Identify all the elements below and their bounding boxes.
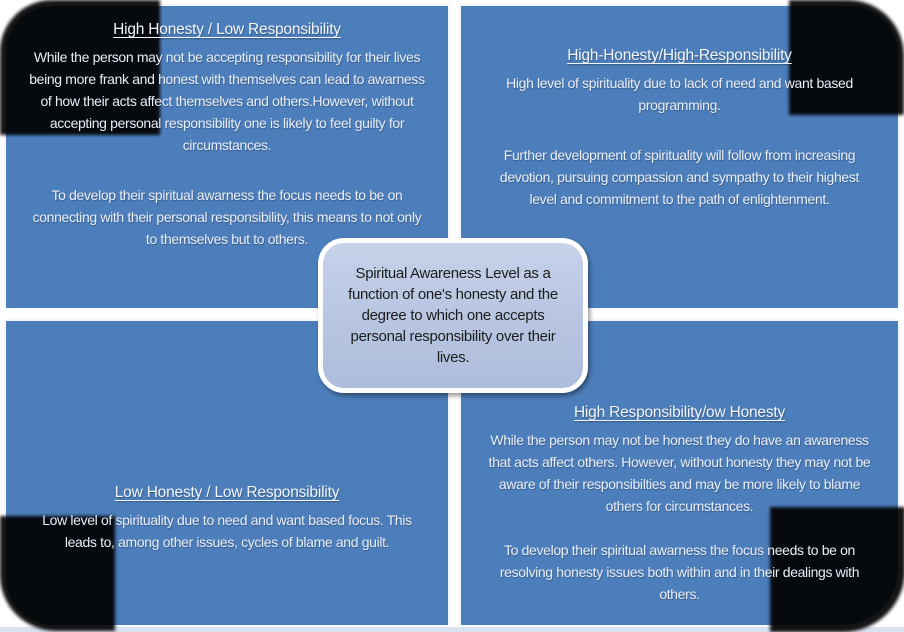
quadrant-title: Low Honesty / Low Responsibility — [114, 484, 340, 501]
center-callout — [318, 238, 588, 393]
quadrant-paragraph: To develop their spiritual awarness the focus needs to be on connecting with their personal responsibility, this means to not only to themselves but to others. — [32, 187, 422, 247]
quadrant-title: High-Honesty/High-Responsibility — [567, 47, 792, 64]
quadrant-paragraph: To develop their spiritual awarness the focus needs to be on resolving honesty issues both within and in their dealings with others. — [499, 542, 860, 602]
bottom-border-strip — [0, 627, 904, 632]
quadrant-paragraph: Further development of spirituality will follow from increasing devotion, pursuing compassion and sympathy to their highest level and commitment to the path of enlightenment. — [499, 147, 860, 207]
quadrant-paragraph: Low level of spirituality due to need and want based focus. This leads to, among other issues, cycles of blame and guilt. — [42, 512, 412, 550]
quadrant-title: High Honesty / Low Responsibility — [113, 21, 341, 38]
quadrant-title: High Responsibility/ow Honesty — [573, 404, 786, 421]
quadrant-paragraph: High level of spirituality due to lack of need and want based programming. — [506, 75, 853, 113]
center-callout-text: Spiritual Awareness Level as a function of one's honesty and the degree to which one accepts personal responsibility over their lives. — [348, 265, 558, 366]
quadrant-paragraph: While the person may not be accepting responsibility for their lives being more frank and honest with themselves can lead to awarness of how their acts affect themselves and others.However, without accepting personal responsibility one is likely to feel guilty for circumstances. — [29, 49, 425, 153]
quadrant-paragraph: While the person may not be honest they do have an awareness that acts affect others. However, without honesty they may not be aware of their responsibilties and may be more likely to blame others for circumstances. — [488, 432, 871, 514]
